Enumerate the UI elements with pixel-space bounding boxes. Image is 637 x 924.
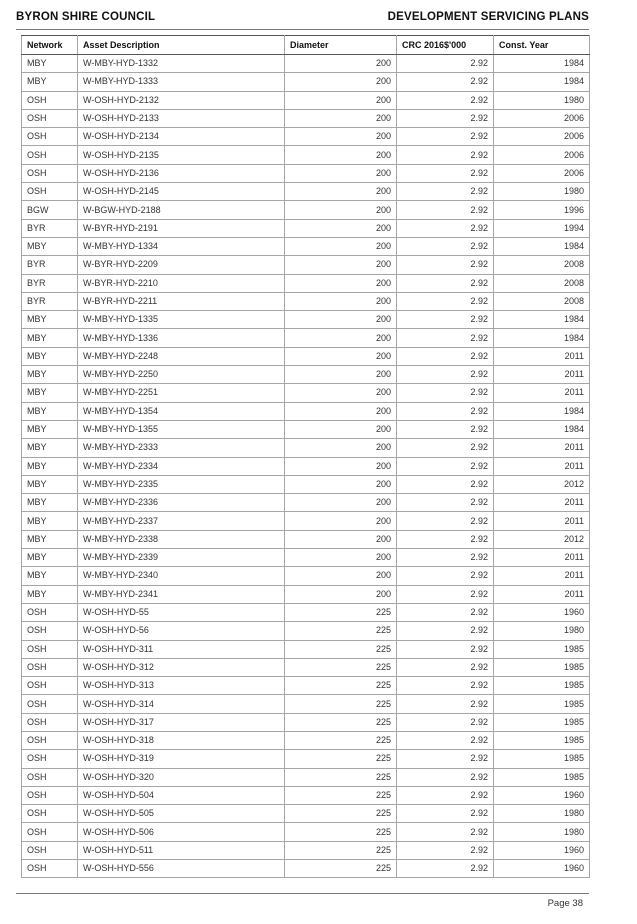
diameter-cell: 225 (285, 750, 397, 768)
diameter-cell: 200 (285, 128, 397, 146)
table-row (22, 549, 590, 567)
crc-cell: 2.92 (397, 622, 494, 640)
crc-cell: 2.92 (397, 201, 494, 219)
table-row (22, 585, 590, 603)
asset-description-cell: W-OSH-HYD-314 (78, 695, 285, 713)
const-year-cell: 1980 (494, 823, 590, 841)
network-cell: OSH (22, 841, 78, 859)
asset-description-cell: W-OSH-HYD-313 (78, 677, 285, 695)
diameter-cell: 200 (285, 256, 397, 274)
const-year-cell: 2006 (494, 146, 590, 164)
asset-description-cell: W-OSH-HYD-506 (78, 823, 285, 841)
crc-cell: 2.92 (397, 603, 494, 621)
const-year-cell: 2006 (494, 128, 590, 146)
asset-description-cell: W-OSH-HYD-317 (78, 713, 285, 731)
table-row (22, 109, 590, 127)
network-cell: MBY (22, 420, 78, 438)
const-year-cell: 1984 (494, 237, 590, 255)
diameter-cell: 200 (285, 164, 397, 182)
const-year-cell: 1994 (494, 219, 590, 237)
diameter-cell: 225 (285, 860, 397, 878)
const-year-cell: 2011 (494, 384, 590, 402)
diameter-cell: 225 (285, 658, 397, 676)
const-year-cell: 1985 (494, 768, 590, 786)
const-year-cell: 2006 (494, 109, 590, 127)
diameter-cell: 200 (285, 549, 397, 567)
crc-cell: 2.92 (397, 311, 494, 329)
table-row (22, 677, 590, 695)
const-year-cell: 2011 (494, 457, 590, 475)
asset-description-cell: W-MBY-HYD-2251 (78, 384, 285, 402)
const-year-cell: 2012 (494, 475, 590, 493)
table-row (22, 750, 590, 768)
network-cell: OSH (22, 768, 78, 786)
const-year-cell: 1980 (494, 805, 590, 823)
diameter-cell: 225 (285, 640, 397, 658)
asset-description-cell: W-BYR-HYD-2191 (78, 219, 285, 237)
crc-cell: 2.92 (397, 256, 494, 274)
crc-cell: 2.92 (397, 768, 494, 786)
organisation-name: BYRON SHIRE COUNCIL (16, 11, 156, 23)
header-divider (16, 29, 589, 30)
crc-cell: 2.92 (397, 640, 494, 658)
crc-cell: 2.92 (397, 677, 494, 695)
diameter-cell: 200 (285, 91, 397, 109)
network-cell: OSH (22, 750, 78, 768)
asset-description-cell: W-MBY-HYD-2248 (78, 347, 285, 365)
table-row (22, 256, 590, 274)
table-row (22, 823, 590, 841)
asset-description-cell: W-MBY-HYD-1354 (78, 402, 285, 420)
table-row (22, 860, 590, 878)
crc-cell: 2.92 (397, 567, 494, 585)
network-cell: OSH (22, 731, 78, 749)
crc-cell: 2.92 (397, 55, 494, 73)
network-cell: OSH (22, 860, 78, 878)
network-cell: OSH (22, 622, 78, 640)
network-cell: BGW (22, 201, 78, 219)
asset-description-cell: W-OSH-HYD-2135 (78, 146, 285, 164)
crc-cell: 2.92 (397, 329, 494, 347)
const-year-cell: 1984 (494, 420, 590, 438)
const-year-cell: 1985 (494, 750, 590, 768)
column-header-asset-description: Asset Description (78, 36, 285, 55)
diameter-cell: 200 (285, 109, 397, 127)
asset-description-cell: W-OSH-HYD-2134 (78, 128, 285, 146)
const-year-cell: 1960 (494, 603, 590, 621)
table-row (22, 329, 590, 347)
network-cell: OSH (22, 91, 78, 109)
const-year-cell: 1960 (494, 860, 590, 878)
const-year-cell: 2012 (494, 530, 590, 548)
network-cell: MBY (22, 384, 78, 402)
network-cell: MBY (22, 73, 78, 91)
diameter-cell: 200 (285, 73, 397, 91)
const-year-cell: 1980 (494, 183, 590, 201)
network-cell: OSH (22, 713, 78, 731)
crc-cell: 2.92 (397, 73, 494, 91)
crc-cell: 2.92 (397, 128, 494, 146)
diameter-cell: 200 (285, 274, 397, 292)
network-cell: BYR (22, 256, 78, 274)
column-header-network: Network (22, 36, 78, 55)
table-row (22, 439, 590, 457)
asset-description-cell: W-MBY-HYD-2341 (78, 585, 285, 603)
diameter-cell: 200 (285, 329, 397, 347)
crc-cell: 2.92 (397, 494, 494, 512)
const-year-cell: 1985 (494, 658, 590, 676)
asset-description-cell: W-OSH-HYD-2145 (78, 183, 285, 201)
table-row (22, 146, 590, 164)
const-year-cell: 2011 (494, 585, 590, 603)
const-year-cell: 1985 (494, 731, 590, 749)
diameter-cell: 200 (285, 146, 397, 164)
const-year-cell: 2011 (494, 439, 590, 457)
const-year-cell: 2011 (494, 549, 590, 567)
crc-cell: 2.92 (397, 109, 494, 127)
asset-description-cell: W-OSH-HYD-504 (78, 786, 285, 804)
asset-description-cell: W-OSH-HYD-319 (78, 750, 285, 768)
network-cell: MBY (22, 457, 78, 475)
network-cell: OSH (22, 603, 78, 621)
asset-description-cell: W-OSH-HYD-318 (78, 731, 285, 749)
asset-description-cell: W-MBY-HYD-2336 (78, 494, 285, 512)
asset-description-cell: W-BYR-HYD-2211 (78, 292, 285, 310)
const-year-cell: 1985 (494, 695, 590, 713)
network-cell: MBY (22, 530, 78, 548)
footer-divider (16, 893, 589, 894)
crc-cell: 2.92 (397, 475, 494, 493)
asset-description-cell: W-BGW-HYD-2188 (78, 201, 285, 219)
diameter-cell: 200 (285, 512, 397, 530)
network-cell: MBY (22, 567, 78, 585)
diameter-cell: 225 (285, 677, 397, 695)
asset-description-cell: W-MBY-HYD-1355 (78, 420, 285, 438)
table-row (22, 622, 590, 640)
const-year-cell: 1984 (494, 311, 590, 329)
crc-cell: 2.92 (397, 402, 494, 420)
const-year-cell: 2011 (494, 567, 590, 585)
diameter-cell: 200 (285, 55, 397, 73)
table-row (22, 731, 590, 749)
crc-cell: 2.92 (397, 530, 494, 548)
table-row (22, 841, 590, 859)
network-cell: BYR (22, 274, 78, 292)
table-row (22, 475, 590, 493)
diameter-cell: 225 (285, 713, 397, 731)
asset-description-cell: W-OSH-HYD-312 (78, 658, 285, 676)
diameter-cell: 225 (285, 786, 397, 804)
table-row (22, 713, 590, 731)
asset-description-cell: W-MBY-HYD-2250 (78, 366, 285, 384)
asset-table-header (22, 36, 590, 55)
table-row (22, 347, 590, 365)
asset-description-cell: W-MBY-HYD-2340 (78, 567, 285, 585)
table-row (22, 55, 590, 73)
header-row (22, 36, 590, 55)
network-cell: OSH (22, 823, 78, 841)
network-cell: OSH (22, 109, 78, 127)
const-year-cell: 2011 (494, 366, 590, 384)
asset-description-cell: W-MBY-HYD-2333 (78, 439, 285, 457)
crc-cell: 2.92 (397, 219, 494, 237)
crc-cell: 2.92 (397, 146, 494, 164)
const-year-cell: 1985 (494, 677, 590, 695)
network-cell: OSH (22, 640, 78, 658)
asset-table (21, 35, 590, 878)
network-cell: MBY (22, 55, 78, 73)
table-row (22, 366, 590, 384)
asset-description-cell: W-MBY-HYD-2339 (78, 549, 285, 567)
crc-cell: 2.92 (397, 274, 494, 292)
asset-description-cell: W-MBY-HYD-1334 (78, 237, 285, 255)
table-row (22, 695, 590, 713)
network-cell: OSH (22, 677, 78, 695)
const-year-cell: 2008 (494, 274, 590, 292)
table-row (22, 805, 590, 823)
table-row (22, 640, 590, 658)
const-year-cell: 1960 (494, 786, 590, 804)
asset-description-cell: W-MBY-HYD-1336 (78, 329, 285, 347)
table-row (22, 658, 590, 676)
crc-cell: 2.92 (397, 439, 494, 457)
table-row (22, 274, 590, 292)
crc-cell: 2.92 (397, 786, 494, 804)
table-row (22, 567, 590, 585)
diameter-cell: 200 (285, 439, 397, 457)
network-cell: OSH (22, 695, 78, 713)
table-row (22, 91, 590, 109)
table-row (22, 494, 590, 512)
column-header-diameter: Diameter (285, 36, 397, 55)
network-cell: OSH (22, 183, 78, 201)
crc-cell: 2.92 (397, 292, 494, 310)
crc-cell: 2.92 (397, 695, 494, 713)
const-year-cell: 2008 (494, 292, 590, 310)
diameter-cell: 225 (285, 768, 397, 786)
network-cell: MBY (22, 347, 78, 365)
table-row (22, 164, 590, 182)
asset-description-cell: W-MBY-HYD-2338 (78, 530, 285, 548)
diameter-cell: 225 (285, 731, 397, 749)
asset-description-cell: W-OSH-HYD-56 (78, 622, 285, 640)
column-header-crc: CRC 2016$'000 (397, 36, 494, 55)
diameter-cell: 225 (285, 603, 397, 621)
diameter-cell: 200 (285, 494, 397, 512)
crc-cell: 2.92 (397, 713, 494, 731)
const-year-cell: 1985 (494, 640, 590, 658)
network-cell: MBY (22, 475, 78, 493)
crc-cell: 2.92 (397, 805, 494, 823)
table-row (22, 420, 590, 438)
diameter-cell: 200 (285, 457, 397, 475)
crc-cell: 2.92 (397, 347, 494, 365)
table-row (22, 512, 590, 530)
asset-description-cell: W-OSH-HYD-2133 (78, 109, 285, 127)
asset-description-cell: W-OSH-HYD-55 (78, 603, 285, 621)
table-row (22, 219, 590, 237)
network-cell: MBY (22, 512, 78, 530)
table-row (22, 201, 590, 219)
diameter-cell: 200 (285, 585, 397, 603)
crc-cell: 2.92 (397, 750, 494, 768)
asset-description-cell: W-OSH-HYD-505 (78, 805, 285, 823)
const-year-cell: 1960 (494, 841, 590, 859)
network-cell: BYR (22, 219, 78, 237)
const-year-cell: 2008 (494, 256, 590, 274)
table-row (22, 384, 590, 402)
const-year-cell: 2006 (494, 164, 590, 182)
crc-cell: 2.92 (397, 841, 494, 859)
diameter-cell: 200 (285, 475, 397, 493)
diameter-cell: 225 (285, 823, 397, 841)
asset-description-cell: W-OSH-HYD-2132 (78, 91, 285, 109)
table-row (22, 311, 590, 329)
diameter-cell: 200 (285, 384, 397, 402)
crc-cell: 2.92 (397, 420, 494, 438)
diameter-cell: 200 (285, 201, 397, 219)
asset-description-cell: W-OSH-HYD-556 (78, 860, 285, 878)
asset-description-cell: W-MBY-HYD-1335 (78, 311, 285, 329)
asset-description-cell: W-MBY-HYD-1332 (78, 55, 285, 73)
const-year-cell: 1996 (494, 201, 590, 219)
table-row (22, 768, 590, 786)
diameter-cell: 200 (285, 366, 397, 384)
crc-cell: 2.92 (397, 384, 494, 402)
asset-description-cell: W-MBY-HYD-2334 (78, 457, 285, 475)
table-row (22, 786, 590, 804)
diameter-cell: 225 (285, 841, 397, 859)
const-year-cell: 1980 (494, 622, 590, 640)
crc-cell: 2.92 (397, 183, 494, 201)
network-cell: OSH (22, 805, 78, 823)
asset-description-cell: W-OSH-HYD-320 (78, 768, 285, 786)
network-cell: OSH (22, 164, 78, 182)
diameter-cell: 225 (285, 622, 397, 640)
asset-description-cell: W-BYR-HYD-2209 (78, 256, 285, 274)
table-row (22, 128, 590, 146)
table-row (22, 292, 590, 310)
crc-cell: 2.92 (397, 823, 494, 841)
asset-table-body (22, 55, 590, 878)
const-year-cell: 1984 (494, 55, 590, 73)
asset-description-cell: W-OSH-HYD-2136 (78, 164, 285, 182)
diameter-cell: 200 (285, 402, 397, 420)
asset-description-cell: W-MBY-HYD-2337 (78, 512, 285, 530)
page-header (16, 8, 589, 26)
crc-cell: 2.92 (397, 366, 494, 384)
crc-cell: 2.92 (397, 237, 494, 255)
network-cell: MBY (22, 585, 78, 603)
network-cell: OSH (22, 146, 78, 164)
network-cell: OSH (22, 128, 78, 146)
network-cell: MBY (22, 439, 78, 457)
diameter-cell: 200 (285, 567, 397, 585)
diameter-cell: 200 (285, 219, 397, 237)
const-year-cell: 2011 (494, 512, 590, 530)
const-year-cell: 1984 (494, 73, 590, 91)
network-cell: OSH (22, 786, 78, 804)
asset-description-cell: W-MBY-HYD-1333 (78, 73, 285, 91)
crc-cell: 2.92 (397, 457, 494, 475)
network-cell: MBY (22, 311, 78, 329)
network-cell: MBY (22, 329, 78, 347)
page-number: Page 38 (547, 898, 583, 909)
asset-description-cell: W-BYR-HYD-2210 (78, 274, 285, 292)
diameter-cell: 200 (285, 183, 397, 201)
crc-cell: 2.92 (397, 731, 494, 749)
const-year-cell: 2011 (494, 347, 590, 365)
network-cell: MBY (22, 402, 78, 420)
crc-cell: 2.92 (397, 549, 494, 567)
diameter-cell: 200 (285, 347, 397, 365)
crc-cell: 2.92 (397, 512, 494, 530)
const-year-cell: 1984 (494, 329, 590, 347)
table-row (22, 73, 590, 91)
document-title: DEVELOPMENT SERVICING PLANS (387, 11, 589, 23)
crc-cell: 2.92 (397, 860, 494, 878)
diameter-cell: 200 (285, 292, 397, 310)
crc-cell: 2.92 (397, 658, 494, 676)
network-cell: MBY (22, 366, 78, 384)
const-year-cell: 2011 (494, 494, 590, 512)
network-cell: BYR (22, 292, 78, 310)
asset-description-cell: W-OSH-HYD-311 (78, 640, 285, 658)
network-cell: MBY (22, 237, 78, 255)
crc-cell: 2.92 (397, 164, 494, 182)
const-year-cell: 1984 (494, 402, 590, 420)
crc-cell: 2.92 (397, 91, 494, 109)
diameter-cell: 225 (285, 695, 397, 713)
table-row (22, 402, 590, 420)
crc-cell: 2.92 (397, 585, 494, 603)
table-row (22, 603, 590, 621)
asset-description-cell: W-OSH-HYD-511 (78, 841, 285, 859)
table-row (22, 183, 590, 201)
network-cell: OSH (22, 658, 78, 676)
const-year-cell: 1980 (494, 91, 590, 109)
diameter-cell: 225 (285, 805, 397, 823)
table-row (22, 237, 590, 255)
diameter-cell: 200 (285, 530, 397, 548)
diameter-cell: 200 (285, 420, 397, 438)
const-year-cell: 1985 (494, 713, 590, 731)
table-row (22, 530, 590, 548)
asset-description-cell: W-MBY-HYD-2335 (78, 475, 285, 493)
network-cell: MBY (22, 494, 78, 512)
column-header-const-year: Const. Year (494, 36, 590, 55)
table-row (22, 457, 590, 475)
diameter-cell: 200 (285, 237, 397, 255)
diameter-cell: 200 (285, 311, 397, 329)
network-cell: MBY (22, 549, 78, 567)
